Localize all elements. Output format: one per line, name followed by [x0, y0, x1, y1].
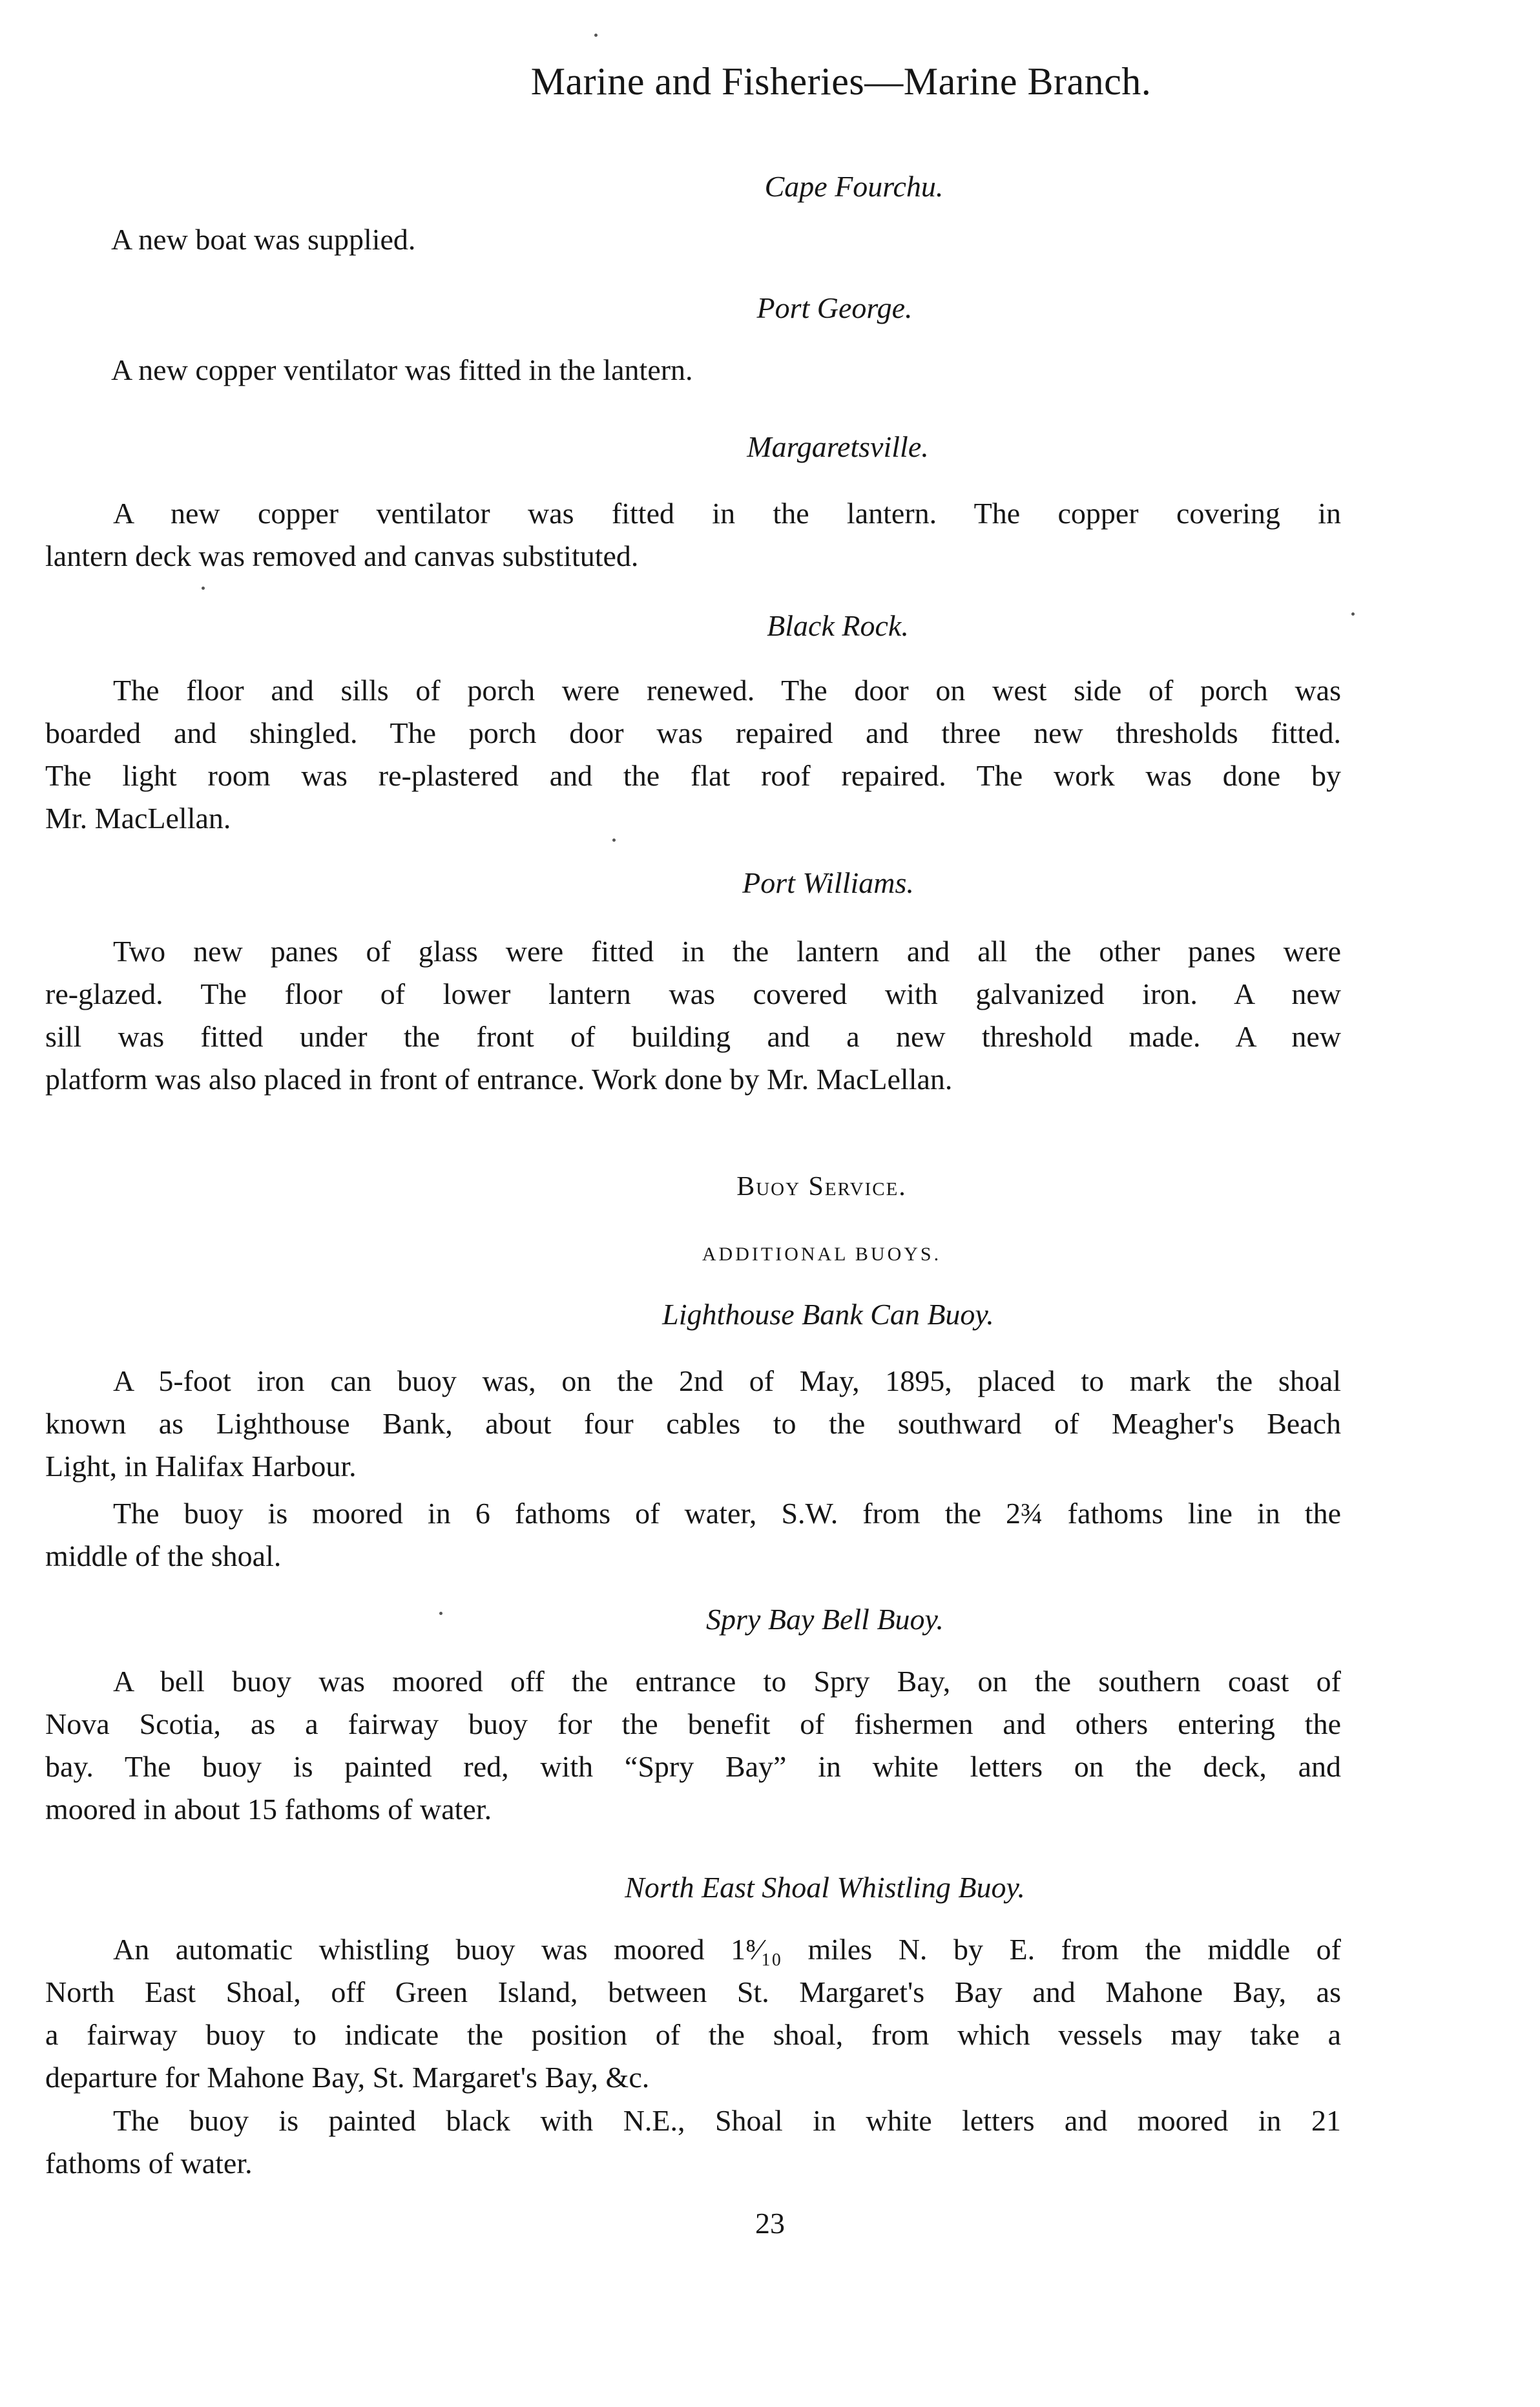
- section-heading-buoy-service: Buoy Service.: [736, 1172, 907, 1202]
- scan-speck: [612, 839, 616, 842]
- section-heading-port-george: Port George.: [756, 291, 913, 324]
- section-heading-black-rock: Black Rock.: [767, 609, 909, 642]
- text-line: known as Lighthouse Bank, about four cables to the southward of Meagher's Beach: [45, 1407, 1341, 1440]
- text-line: Light, in Halifax Harbour.: [45, 1450, 357, 1483]
- text-line: The buoy is moored in 6 fathoms of water, S.W. from the 2¾ fathoms line in the: [113, 1497, 1341, 1530]
- text-line: A 5-foot iron can buoy was, on the 2nd of May, 1895, placed to mark the shoal: [113, 1364, 1341, 1397]
- text-line: middle of the shoal.: [45, 1539, 282, 1572]
- scan-speck: [202, 587, 205, 590]
- scan-speck: [439, 1612, 442, 1615]
- subheading-additional-buoys: ADDITIONAL BUOYS.: [702, 1244, 942, 1265]
- text-line: Nova Scotia, as a fairway buoy for the benefit of fishermen and others entering the: [45, 1707, 1341, 1740]
- paragraph-port-williams: [45, 930, 1341, 1101]
- running-head: Marine and Fisheries—Marine Branch.: [530, 60, 1152, 103]
- text-line: bay. The buoy is painted red, with “Spry Bay” in white letters on the deck, and: [45, 1750, 1341, 1783]
- paragraph-spry-bay: [45, 1660, 1341, 1831]
- section-heading-lighthouse-bank: Lighthouse Bank Can Buoy.: [662, 1298, 994, 1331]
- text-line: Mr. MacLellan.: [45, 802, 231, 835]
- page-number: 23: [755, 2207, 785, 2240]
- scan-speck: [594, 34, 598, 37]
- paragraph-port-george: A new copper ventilator was fitted in the lantern.: [111, 353, 693, 386]
- section-heading-margaretsville: Margaretsville.: [747, 430, 929, 463]
- text-line: a fairway buoy to indicate the position of the shoal, from which vessels may take a: [45, 2018, 1341, 2051]
- text-line: sill was fitted under the front of building and a new threshold made. A new: [45, 1020, 1341, 1053]
- text-line: North East Shoal, off Green Island, between St. Margaret's Bay and Mahone Bay, as: [45, 1975, 1341, 2008]
- text-line: departure for Mahone Bay, St. Margaret's Bay, &c.: [45, 2061, 650, 2094]
- text-line: moored in about 15 fathoms of water.: [45, 1793, 492, 1826]
- paragraph-margaretsville: [45, 492, 1341, 578]
- text-line: platform was also placed in front of entrance. Work done by Mr. MacLellan.: [45, 1063, 953, 1096]
- section-heading-spry-bay: Spry Bay Bell Buoy.: [706, 1603, 944, 1636]
- paragraph-cape-fourchu: A new boat was supplied.: [111, 223, 416, 256]
- section-heading-north-east-shoal: North East Shoal Whistling Buoy.: [625, 1871, 1025, 1904]
- paragraph-north-east-shoal-1: [45, 1928, 1341, 2099]
- text-line: An automatic whistling buoy was moored 1⁸⁄₁₀ miles N. by E. from the middle of: [113, 1933, 1341, 1966]
- paragraph-black-rock: [45, 669, 1341, 840]
- text-line: re-glazed. The floor of lower lantern was covered with galvanized iron. A new: [45, 977, 1341, 1010]
- paragraph-north-east-shoal-2: [45, 2100, 1341, 2185]
- text-line: A bell buoy was moored off the entrance to Spry Bay, on the southern coast of: [113, 1665, 1341, 1698]
- section-heading-port-williams: Port Williams.: [742, 866, 914, 899]
- text-line: fathoms of water.: [45, 2147, 253, 2180]
- text-line: The buoy is painted black with N.E., Shoal in white letters and moored in 21: [113, 2104, 1341, 2137]
- paragraph-lighthouse-bank-2: [45, 1492, 1341, 1578]
- scan-speck: [1351, 612, 1355, 616]
- text-line: A new copper ventilator was fitted in the lantern. The copper covering in: [113, 497, 1341, 530]
- section-heading-cape-fourchu: Cape Fourchu.: [764, 170, 944, 203]
- text-line: Two new panes of glass were fitted in the lantern and all the other panes were: [113, 935, 1341, 968]
- text-line: boarded and shingled. The porch door was repaired and three new thresholds fitted.: [45, 716, 1341, 749]
- text-line: lantern deck was removed and canvas substituted.: [45, 539, 639, 572]
- text-line: The light room was re-plastered and the flat roof repaired. The work was done by: [45, 759, 1341, 792]
- paragraph-lighthouse-bank-1: [45, 1360, 1341, 1488]
- text-line: The floor and sills of porch were renewed. The door on west side of porch was: [113, 674, 1341, 707]
